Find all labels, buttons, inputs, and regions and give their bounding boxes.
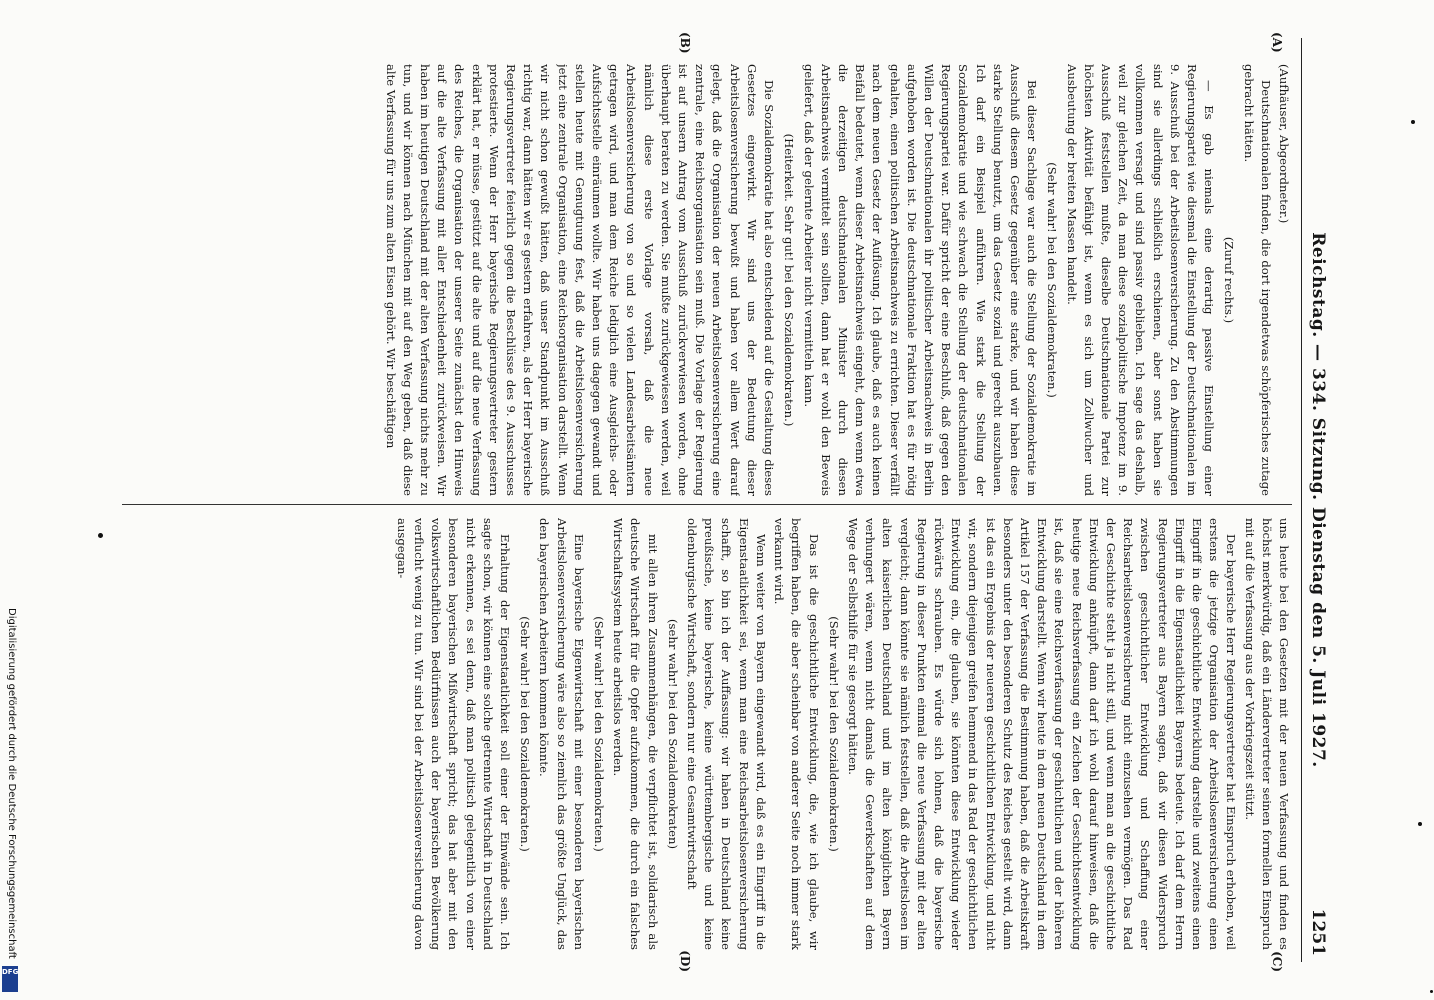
page-number: 1251 [1308,908,1328,956]
scan-speck [1418,822,1422,826]
dfg-logo [2,966,18,992]
margin-mark-d: (D) [678,950,692,972]
interjection: (Sehr wahr! bei den Sozialdemokraten.) [826,616,841,852]
paragraph: (Aufhäuser, Abgeordneter.) [1277,64,1291,224]
interjection: (Heiterkeit. Sehr gut! bei den Sozialdemokraten.) [782,133,797,427]
paragraph: Die Sozialdemokratie hat also entscheidend auf die Gestaltung dieses Gesetzes eingewirkt. Wir sind uns der Bedeutung dieser Arbeitslosenversicherung bewußt und haben vor allem Wert darauf gelegt, daß die Organisation der neuen Arbeitslosenversicherung eine zentrale, eine Reichsorganisation sein muß. Die Vorlage der Regierung ist auf unsern Antrag vom Ausschuß zurückverwiesen worden, ohne überhaupt beraten zu werden. Sie mußte zurückgewiesen werden, weil nämlich diese erste Vorlage vorsah, daß die neue Arbeitslosenversicherung von so und so vielen Landesarbeitsämtern getragen wird, und man dem Reiche lediglich eine Ausgleichs- oder Aufsichtsstelle einräumen wollte. Wir haben uns dagegen gewandt und stellen heute mit Genugtuung fest, daß die Arbeitslosenversicherung jetzt eine zentrale Organisation, eine Reichsorganisation darstellt. Wenn wir nicht schon gewußt hätten, daß unser Standpunkt im Ausschuß richtig war, dann hätten wir es gestern erfahren, als der Herr bayerische Regierungsvertreter feierlich gegen die Beschlüsse des 9. Ausschusses protestierte. Wenn der Herr bayerische Regierungsvertreter gestern erklärt hat, er müsse, gestützt auf die alte und auf die neue Verfassung des Reiches, die Organisation der unserer Seite zunächst den Hinweis auf die alte Verfassung mit aller Entschiedenheit zurückweisen. Wir haben im heutigen Deutschland mit der alten Verfassung nichts mehr zu tun, und wir können nach München mit auf den Weg geben, daß diese alte Verfassung für uns zum alten Eisen gehört. Wir beschäftigen [383,64,777,496]
paragraph: uns heute bei den Gesetzen mit der neuen Verfassung und finden es höchst merkwürdig, daß ein Ländervertreter seinen formellen Einspruch mit auf die Verfassung aus der Vorkriegszeit stützt. [1242,518,1291,950]
margin-mark-a: (A) [1270,32,1284,53]
paragraph: mit allen ihren Zusammenhängen, die verpflichtet ist, solidarisch als deutsche Wirtschaft für die Opfer aufzukommen, die durch ein falsches Wirtschaftssystem heute arbeitslos werden. [611,518,660,950]
scan-speck [1430,990,1433,993]
dfg-logo-text: DFG [2,968,19,976]
left-text-column [117,64,1292,496]
interjection: (Sehr wahr! bei den Sozialdemokraten.) [1045,162,1060,398]
right-text-column [117,518,1292,950]
column-divider [122,504,1292,505]
paragraph: Wenn weiter von Bayern eingewandt wird, daß es ein Eingriff in die Eigenstaatlichkeit sei, wenn man eine Reichsarbeitslosenversicherung schafft, so bin ich der Auffassung: wir haben in Deutschland keine preußische, keine bayerische, keine württembergische und keine oldenburgische Wirtschaft, sondern nur eine Gesamtwirtschaft [685,518,768,950]
paragraph: Eine bayerische Eigenwirtschaft mit einer besonderen bayerischen Arbeitslosenversicherung wäre also so ziemlich das größte Unglück, das den bayerischen Arbeitern kommen könnte. [537,518,586,950]
interjection: (sehr wahr! bei den Sozialdemokraten) [665,619,680,849]
paragraph: Deutschnationalen finden, die dort irgendetwas schöpferisches zutage gebracht hätten. [1241,64,1273,496]
interjection: (Sehr wahr! bei den Sozialdemokraten.) [592,616,607,852]
scan-speck [98,533,103,538]
margin-mark-c: (C) [1270,951,1284,972]
paragraph: Das ist die geschichtliche Entwicklung, die, wie ich glaube, wir begriffen haben, die aber scheinbar von anderer Seite noch immer stark verkannt wird. [772,518,821,950]
paragraph: Erhaltung der Eigenstaatlichkeit soll einer der Einwände sein. Ich sagte schon, wir können eine solche getrennte Wirtschaft in Deutschland nicht erkennen, es sei denn, daß man politisch gelegentlich von einer besonderen bayerischen Mißwirtschaft spricht; das hat aber mit den volkswirtschaftlichen Bedürfnissen auch der bayerischen Bevölkerung verflucht wenig zu tun. Wir sind bei der Arbeitslosenversicherung davon ausgegan- [394,518,513,950]
margin-mark-b: (B) [678,32,692,54]
running-header [1301,38,1332,962]
paragraph: Der bayerische Herr Regierungsvertreter hat Einspruch erhoben, weil erstens die jetzige Organisation der Arbeitslosenversicherung einen Eingriff in die geschichtliche Entwicklung darstelle und zweitens einen Eingriff in die Eigenstaatlichkeit Bayerns bedeute. Ich darf dem Herrn Regierungsvertreter aus Bayern sagen, daß wir diesen Widerspruch zwischen geschichtlicher Entwicklung und Schaffung einer Reichsarbeitslosenversicherung nicht einzusehen vermögen. Das Rad der Geschichte steht ja nicht still, und wenn man an die geschichtliche Entwicklung anknüpft, dann darf ich wohl darauf hinweisen, daß die heutige neue Reichsverfassung ein Zeichen der Geschichtsentwicklung ist, daß sie eine Reichsverfassung der geschichtlichen und der höheren Entwicklung darstellt. Wenn wir heute in dem neuen Deutschland in dem Artikel 157 der Verfassung die Bestimmung haben, daß die Arbeitskraft besonders unter den besonderen Schutz des Reiches gestellt wird, dann ist das ein Ergebnis der neueren geschichtlichen Entwicklung, und nicht wir, sondern diejenigen greifen hemmend in das Rad der geschichtlichen Entwicklung ein, die glauben, sie könnten diese Entwicklung wieder rückwärts schrauben. Es würde sich lohnen, daß die bayerische Regierung in dieser Punkten einmal die neue Verfassung mit der alten vergleicht; dann könnte sie nämlich feststellen, daß die Arbeitslosen im alten kaiserlichen Deutschland und im alten königlichen Bayern verhungert wären, wenn nicht damals die Gewerkschaften auf dem Wege der Selbsthilfe für sie gesorgt hätten. [845,518,1239,950]
interjection: (Zuruf rechts.) [1222,236,1237,324]
paragraph: — Es gab niemals eine derartig passive Einstellung einer Regierungspartei wie diesmal die Einstellung der Deutschnationalen im 9. Ausschuß bei der Arbeitslosenversicherung. Zu den Abstimmungen sind sie allerdings schließlich erschienen, aber sonst haben sie vollkommen versagt und sind passiv geblieben. Ich sage das deshalb, weil zur gleichen Zeit, da man diese sozialpolitische Impotenz im 9. Ausschuß feststellen mußte, dieselbe Deutschnationale Partei zur höchsten Aktivität befähigt ist, wenn es sich um Zollwucher und Ausbeutung der breiten Massen handelt. [1064,64,1217,496]
header-title: Reichstag. — 334. Sitzung. Dienstag den 5. Juli 1927. [1308,232,1328,768]
scan-speck [1411,120,1415,124]
interjection: (Sehr wahr! bei den Sozialdemokraten.) [518,616,533,852]
rotated-print-page [102,30,1332,970]
digitization-credit: Digitalisierung gefördert durch die Deutsche Forschungsgemeinschaft [6,608,17,959]
paragraph: Bei dieser Sachlage war auch die Stellung der Sozialdemokratie im Ausschuß diesem Gesetz gegenüber eine starke, und wir haben diese starke Stellung benutzt, um das Gesetz sozial und gerecht auszubauen. Ich darf ein Beispiel anführen. Wie stark die Stellung der Sozialdemokratie und wie schwach die Stellung der deutschnationalen Regierungspartei war. Dafür spricht der eine Beschluß, daß gegen den Willen der Deutschnationalen ihr politischer Arbeitsnachweis in Berlin aufgehoben worden ist. Die deutschnationale Fraktion hat es für nötig gehalten, einen politischen Arbeitsnachweis zu errichten. Dieser verfällt nach dem neuen Gesetz der Auflösung. Ich glaube, daß es auch keinen Beifall bedeutet, wenn dieser Arbeitsnachweis eingeht, denn wenn etwa die derzeitigen deutschnationalen Minister durch diesen Arbeitsnachweis vermittelt sein sollten, dann hat er wohl den Beweis geliefert, daß der gelernte Arbeiter nicht vermitteln kann. [801,64,1040,496]
